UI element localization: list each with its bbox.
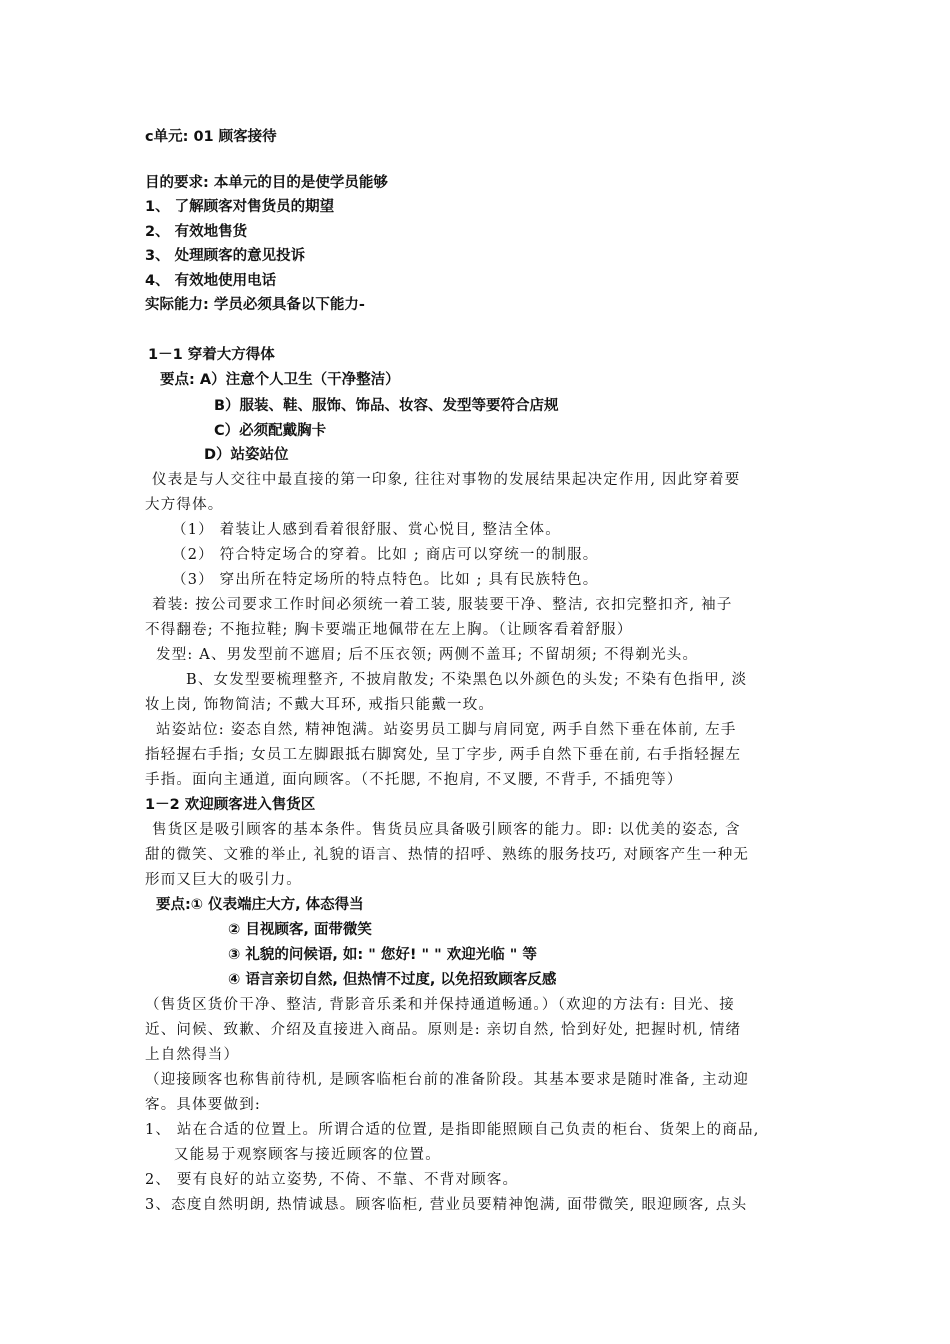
section-heading: 1－2 欢迎顾客进入售货区 <box>145 797 316 813</box>
list-item: 2、 要有良好的站立姿势, 不倚、不靠、不背对顾客。 <box>145 1172 519 1188</box>
paragraph-line: 发型: A、男发型前不遮眉; 后不压衣领; 两侧不盖耳; 不留胡须; 不得剃光头。 <box>156 647 699 663</box>
list-item: 又能易于观察顾客与接近顾客的位置。 <box>174 1147 441 1163</box>
list-item: （3） 穿出所在特定场所的特点特色。比如 ; 具有民族特色。 <box>172 572 599 588</box>
key-point: ③ 礼貌的问候语, 如: " 您好! " " 欢迎光临 " 等 <box>228 947 537 963</box>
objective-item: 2、 有效地售货 <box>145 224 248 240</box>
paragraph-line: 客。具体要做到: <box>145 1097 261 1113</box>
objective-item: 3、 处理顾客的意见投诉 <box>145 248 306 264</box>
key-point: ④ 语言亲切自然, 但热情不过度, 以免招致顾客反感 <box>228 972 557 988</box>
paragraph-line: 上自然得当） <box>145 1047 240 1063</box>
list-item: 3、态度自然明朗, 热情诚恳。顾客临柜, 营业员要精神饱满, 面带微笑, 眼迎顾客, 点头 <box>145 1197 748 1213</box>
key-point: D）站姿站位 <box>204 447 289 463</box>
paragraph-line: 近、问候、致歉、介绍及直接进入商品。原则是: 亲切自然, 恰到好处, 把握时机, 情绪 <box>145 1022 742 1038</box>
section-heading: 1－1 穿着大方得体 <box>148 347 275 363</box>
paragraph-line: 妆上岗, 饰物简洁; 不戴大耳环, 戒指只能戴一玫。 <box>145 697 495 713</box>
paragraph-line: 着装: 按公司要求工作时间必须统一着工装, 服装要干净、整洁, 衣扣完整扣齐, 袖子 <box>152 597 733 613</box>
key-point: C）必须配戴胸卡 <box>214 423 327 439</box>
objective-item: 4、 有效地使用电话 <box>145 273 277 289</box>
list-item: （1） 着装让人感到看着很舒服、赏心悦目, 整洁全体。 <box>172 522 561 538</box>
list-item: 1、 站在合适的位置上。所谓合适的位置, 是指即能照顾自己负责的柜台、货架上的商品, <box>145 1122 760 1138</box>
paragraph-line: 不得翻卷; 不拖拉鞋; 胸卡要端正地佩带在左上胸。（让顾客看着舒服） <box>145 622 633 638</box>
key-point: 要点:① 仪表端庄大方, 体态得当 <box>156 897 364 913</box>
paragraph-line: 指轻握右手指; 女员工左脚跟抵右脚窝处, 呈丁字步, 两手自然下垂在前, 右手指轻握左 <box>145 747 742 763</box>
paragraph-line: 站姿站位: 姿态自然, 精神饱满。站姿男员工脚与肩同宽, 两手自然下垂在体前, 左手 <box>156 722 737 738</box>
key-point: B）服装、鞋、服饰、饰品、妆容、发型等要符合店规 <box>214 398 559 414</box>
key-point: 要点: A）注意个人卫生（干净整洁） <box>160 372 400 388</box>
objective-item: 1、 了解顾客对售货员的期望 <box>145 199 335 215</box>
paragraph-line: 仪表是与人交往中最直接的第一印象, 往往对事物的发展结果起决定作用, 因此穿着要 <box>152 472 741 488</box>
paragraph-line: 大方得体。 <box>145 497 224 513</box>
paragraph-line: 形而又巨大的吸引力。 <box>145 872 302 888</box>
paragraph-line: （售货区货价干净、整洁, 背影音乐柔和并保持通道畅通。）（欢迎的方法有: 目光、接 <box>145 997 735 1013</box>
paragraph-line: 手指。面向主通道, 面向顾客。（不托腮, 不抱肩, 不叉腰, 不背手, 不插兜等） <box>145 772 683 788</box>
list-item: （2） 符合特定场合的穿着。比如 ; 商店可以穿统一的制服。 <box>172 547 599 563</box>
paragraph-line: 甜的微笑、文雅的举止, 礼貌的语言、热情的招呼、熟练的服务技巧, 对顾客产生一种无 <box>145 847 750 863</box>
ability-heading: 实际能力: 学员必须具备以下能力- <box>145 297 365 313</box>
paragraph-line: 售货区是吸引顾客的基本条件。售货员应具备吸引顾客的能力。即: 以优美的姿态, 含 <box>152 822 741 838</box>
key-point: ② 目视顾客, 面带微笑 <box>228 922 372 938</box>
paragraph-line: （迎接顾客也称售前待机, 是顾客临柜台前的准备阶段。其基本要求是随时准备, 主动迎 <box>145 1072 750 1088</box>
unit-title: c单元: 01 顾客接待 <box>145 129 277 145</box>
paragraph-line: B、女发型要梳理整齐, 不披肩散发; 不染黑色以外颜色的头发; 不染有色指甲, 淡 <box>186 672 748 688</box>
objectives-heading: 目的要求: 本单元的目的是使学员能够 <box>145 175 388 191</box>
